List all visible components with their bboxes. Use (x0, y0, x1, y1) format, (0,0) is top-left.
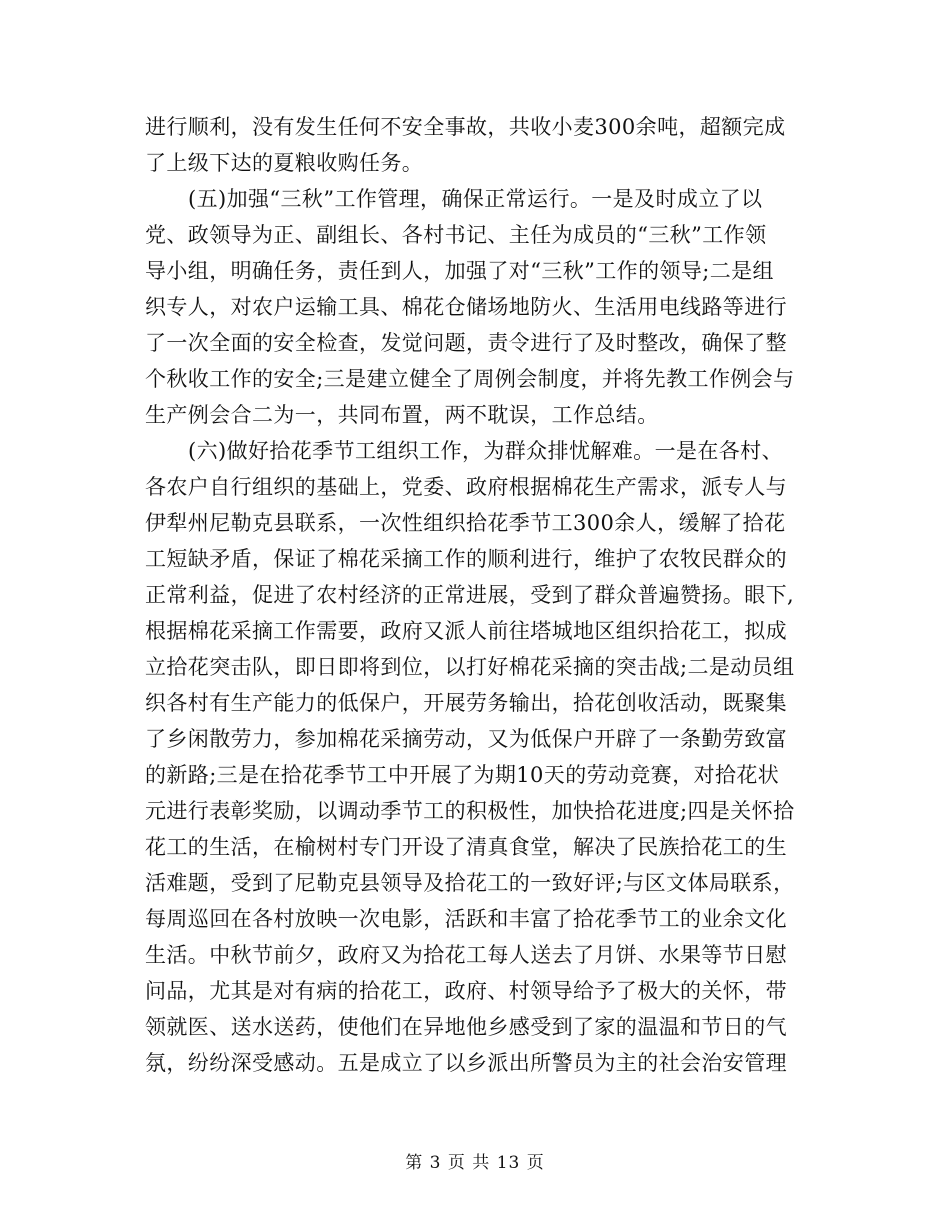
text-line: 每周巡回在各村放映一次电影，活跃和丰富了拾花季节工的业余文化 (145, 907, 787, 931)
text-line: 个秋收工作的安全;三是建立健全了周例会制度，并将先教工作例会与 (145, 367, 795, 391)
section-heading-line: (五)加强“三秋”工作管理，确保正常运行。一是及时成立了以 (188, 187, 763, 211)
text-line: 了乡闲散劳力，参加棉花采摘劳动，又为低保户开辟了一条勤劳致富 (145, 727, 787, 751)
text-line: 生活。中秋节前夕，政府又为拾花工每人送去了月饼、水果等节日慰 (145, 943, 787, 967)
text-line: 党、政领导为正、副组长、各村书记、主任为成员的“三秋”工作领 (145, 223, 767, 247)
page-number-footer: 第 3 页 共 13 页 (405, 1153, 545, 1173)
text-line: 织专人，对农户运输工具、棉花仓储场地防火、生活用电线路等进行 (145, 295, 787, 319)
text-line: 工短缺矛盾，保证了棉花采摘工作的顺利进行，维护了农牧民群众的 (145, 547, 787, 571)
text-line: 领就医、送水送药，使他们在异地他乡感受到了家的温温和节日的气 (145, 1015, 787, 1039)
text-line: 了上级下达的夏粮收购任务。 (145, 151, 424, 175)
text-line: 正常利益，促进了农村经济的正常进展，受到了群众普遍赞扬。眼下, (145, 583, 795, 607)
text-line: 的新路;三是在拾花季节工中开展了为期10天的劳动竞赛，对拾花状 (145, 763, 780, 787)
text-line: 元进行表彰奖励，以调动季节工的积极性，加快拾花进度;四是关怀拾 (145, 799, 795, 823)
text-line: 立拾花突击队，即日即将到位，以打好棉花采摘的突击战;二是动员组 (145, 655, 795, 679)
text-line: 伊犁州尼勒克县联系，一次性组织拾花季节工300余人，缓解了拾花 (145, 511, 786, 535)
text-line: 导小组，明确任务，责任到人，加强了对“三秋”工作的领导;二是组 (145, 259, 774, 283)
text-line: 织各村有生产能力的低保户，开展劳务输出，拾花创收活动，既聚集 (145, 691, 787, 715)
text-line: 氛，纷纷深受感动。五是成立了以乡派出所警员为主的社会治安管理 (145, 1051, 787, 1075)
text-line: 花工的生活，在榆树村专门开设了清真食堂，解决了民族拾花工的生 (145, 835, 787, 859)
text-line: 根据棉花采摘工作需要，政府又派人前往塔城地区组织拾花工，拟成 (145, 619, 787, 643)
text-line: 问品，尤其是对有病的拾花工，政府、村领导给予了极大的关怀，带 (145, 979, 787, 1003)
section-heading-line: (六)做好拾花季节工组织工作，为群众排忧解难。一是在各村、 (188, 439, 783, 463)
text-line: 进行顺利，没有发生任何不安全事故，共收小麦300余吨，超额完成 (145, 115, 786, 139)
text-line: 活难题，受到了尼勒克县领导及拾花工的一致好评;与区文体局联系， (145, 871, 795, 895)
text-line: 各农户自行组织的基础上，党委、政府根据棉花生产需求，派专人与 (145, 475, 787, 499)
text-line: 了一次全面的安全检查，发觉问题，责令进行了及时整改，确保了整 (145, 331, 787, 355)
text-line: 生产例会合二为一，共同布置，两不耽误，工作总结。 (145, 403, 659, 427)
